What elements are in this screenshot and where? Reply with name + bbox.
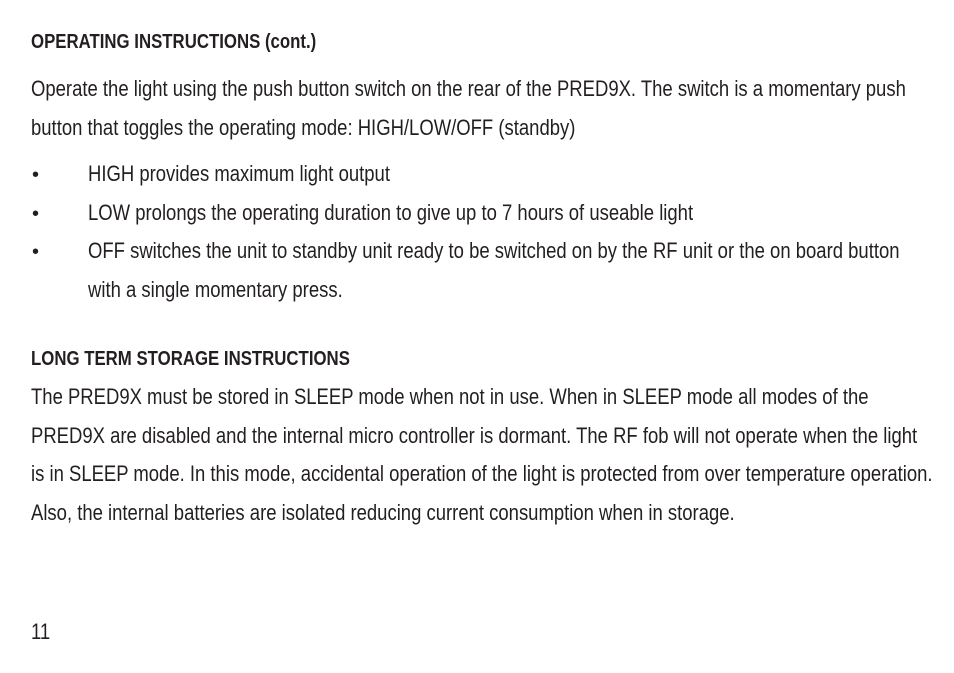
list-item-text: HIGH provides maximum light output (88, 161, 390, 186)
long-term-storage-paragraph: The PRED9X must be stored in SLEEP mode when not in use. When in SLEEP mode all modes of the PRED9X are disabled and the internal micro controller is dormant. The RF fob will not operate when the light is in SLEEP mode. In this mode, accidental operation of the light is protected from over temperature operation. Also, the internal batteries are isolated reducing current consumption when in storage. (31, 384, 933, 525)
list-item-text: OFF switches the unit to standby unit ready to be switched on by the RF unit or the on board button with a single momentary press. (88, 238, 900, 302)
bullet-icon: • (32, 241, 40, 264)
bullet-icon: • (32, 202, 40, 225)
operating-instructions-heading: OPERATING INSTRUCTIONS (cont.) (31, 31, 317, 53)
bullet-icon: • (32, 164, 40, 186)
list-item-text: LOW prolongs the operating duration to give up to 7 hours of useable light (88, 199, 694, 225)
operating-instructions-paragraph: Operate the light using the push button switch on the rear of the PRED9X. The switch is a momentary push button that toggles the operating mode: HIGH/LOW/OFF (standby) (31, 76, 906, 140)
long-term-storage-heading: LONG TERM STORAGE INSTRUCTIONS (31, 348, 350, 370)
manual-page (31, 0, 931, 673)
page-number: 11 (31, 619, 51, 644)
